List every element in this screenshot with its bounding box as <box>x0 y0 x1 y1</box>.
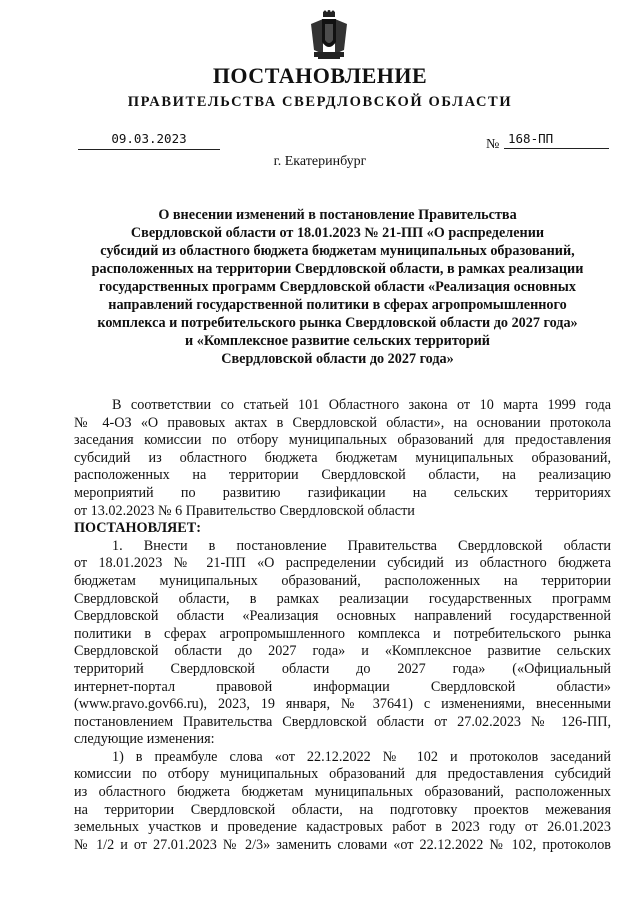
text-line: Свердловской области, в рамках реализации государственных программ <box>74 590 611 607</box>
item-1-1-paragraph <box>74 749 611 855</box>
item-1-paragraph <box>74 538 611 749</box>
text-line: расположенных на территории Свердловской области, на реализацию <box>74 467 611 484</box>
text-line: комиссии по отбору муниципальных образований для предоставления субсидий <box>74 766 611 783</box>
text-line: политики в сферах агропромышленного комплекса и потребительского рынка <box>74 625 611 642</box>
text-line: от 18.01.2023 № 21-ПП «О распределении субсидий из областного бюджета <box>74 555 611 572</box>
text-line: постановлением Правительства Свердловской области от 27.02.2023 № 126-ПП, <box>74 713 611 730</box>
subject-line: субсидий из областного бюджета бюджетам муниципальных образований, <box>100 243 575 259</box>
document-body <box>74 397 611 854</box>
decree-word: ПОСТАНОВЛЯЕТ: <box>74 520 201 537</box>
document-title: ПОСТАНОВЛЕНИЕ <box>212 63 428 88</box>
subject-line: Свердловской области от 18.01.2023 № 21-ПП «О распределении <box>130 225 545 241</box>
subject-line: государственных программ Свердловской области «Реализация основных <box>99 279 576 295</box>
text-line: № 1/2 и от 27.01.2023 № 2/3» заменить словами «от 22.12.2022 № 102, протоколов <box>74 836 611 853</box>
text-line: В соответствии со статьей 101 Областного закона от 10 марта 1999 года <box>112 397 611 413</box>
subject-line: Свердловской области до 2027 года» <box>221 351 454 367</box>
text-line: территорий Свердловской области до 2027 года» («Официальный <box>74 660 611 677</box>
text-line: от 13.02.2023 № 6 Правительство Свердловской области <box>74 502 415 519</box>
text-line: 1) в преамбуле слова «от 22.12.2022 № 102 и протоколов заседаний <box>112 748 611 765</box>
text-line: заседания комиссии по отбору муниципальных образований для предоставления <box>74 432 611 449</box>
coat-of-arms-emblem <box>308 10 350 60</box>
issuer-title: ПРАВИТЕЛЬСТВА СВЕРДЛОВСКОЙ ОБЛАСТИ <box>127 94 513 110</box>
document-number: 168-ПП <box>504 131 609 149</box>
text-line: следующие изменения: <box>74 731 215 748</box>
text-line: № 4-ОЗ «О правовых актах в Свердловской области», на основании протокола <box>74 414 611 431</box>
text-line: интернет-портал правовой информации Свердловской области» <box>74 678 611 695</box>
text-line: мероприятий по развитию газификации на сельских территориях <box>74 484 611 501</box>
text-line: земельных участков и проведение кадастровых работ в 2023 году от 26.01.2023 <box>74 819 611 836</box>
subject-line: О внесении изменений в постановление Правительства <box>158 207 517 223</box>
subject-line: направлений государственной политики в сферах агропромышленного <box>108 297 567 313</box>
subject-line: расположенных на территории Свердловской области, в рамках реализации <box>91 261 584 277</box>
text-line: Свердловской области до 2027 года» и «Комплексное развитие сельских <box>74 643 611 660</box>
number-label: № <box>486 137 500 152</box>
text-line: (www.pravo.gov66.ru), 2023, 19 января, № 37641) с изменениями, внесенными <box>74 696 611 713</box>
text-line: из областного бюджета бюджетам муниципальных образований, расположенных <box>74 784 611 801</box>
document-city: г. Екатеринбург <box>273 154 367 169</box>
text-line: на территории Свердловской области, на подготовку проектов межевания <box>74 801 611 818</box>
text-line: субсидий из областного бюджета бюджетам муниципальных образований, <box>74 449 611 466</box>
text-line: Свердловской области «Реализация основных направлений государственной <box>74 608 611 625</box>
subject-line: комплекса и потребительского рынка Свердловской области до 2027 года» <box>97 315 578 331</box>
document-subject <box>60 206 615 368</box>
text-line: бюджетам муниципальных образований, расположенных на территории <box>74 572 611 589</box>
preamble-paragraph <box>74 397 611 520</box>
document-date: 09.03.2023 <box>78 131 220 150</box>
subject-line: и «Комплексное развитие сельских территорий <box>185 333 490 349</box>
text-line: 1. Внести в постановление Правительства Свердловской области <box>112 537 611 554</box>
